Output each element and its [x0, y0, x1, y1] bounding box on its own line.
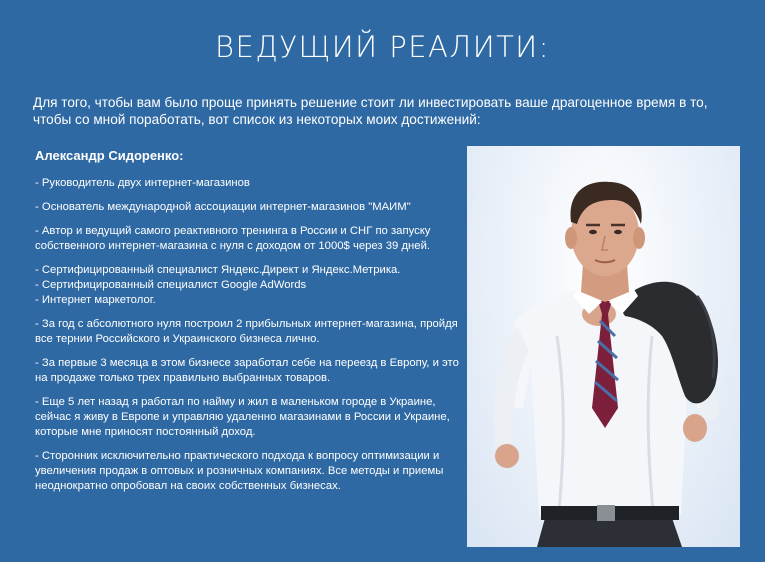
page-title: ВЕДУЩИЙ РЕАЛИТИ:	[215, 30, 550, 64]
achievement-item: - Автор и ведущий самого реактивного тренинга в России и СНГ по запуску собственного интернет-магазина с нуля с доходом от 1000$ через 39 дней.	[35, 225, 431, 252]
host-portrait-illustration	[467, 146, 740, 547]
achievement-item: - Основатель международной ассоциации интернет-магазинов "МАИМ"	[35, 201, 411, 213]
achievement-item: - Сертифицированный специалист Яндекс.Директ и Яндекс.Метрика.	[35, 264, 401, 276]
achievement-item: - За год с абсолютного нуля построил 2 прибыльных интернет-магазина, пройдя все тернии Российского и Украинского бизнеса лично.	[35, 318, 458, 345]
achievement-item: - Руководитель двух интернет-магазинов	[35, 177, 250, 189]
achievement-item: - За первые 3 месяца в этом бизнесе заработал себе на переезд в Европу, и это на продаже только трех правильно выбранных товаров.	[35, 357, 459, 384]
achievement-item: - Интернет маркетолог.	[35, 294, 156, 306]
bio-name: Александр Сидоренко:	[35, 148, 184, 163]
bio-section	[35, 148, 460, 503]
host-photo	[467, 146, 740, 547]
intro-text: Для того, чтобы вам было проще принять решение стоит ли инвестировать ваше драгоценное время в то, чтобы со мной поработать, вот список из некоторых моих достижений:	[33, 95, 708, 127]
achievement-item: - Еще 5 лет назад я работал по найму и жил в маленьком городе в Украине, сейчас я живу в Европе и управляю удаленно магазинами в России и Украине, которые мне приносят постоянный доход.	[35, 396, 450, 438]
achievement-item: - Сертифицированный специалист Google AdWords	[35, 279, 307, 291]
achievement-item: - Сторонник исключительно практического подхода к вопросу оптимизации и увеличения продаж в оптовых и розничных компаниях. Все методы и приемы неоднократно опробовал на своих собственных бизнесах.	[35, 450, 444, 492]
